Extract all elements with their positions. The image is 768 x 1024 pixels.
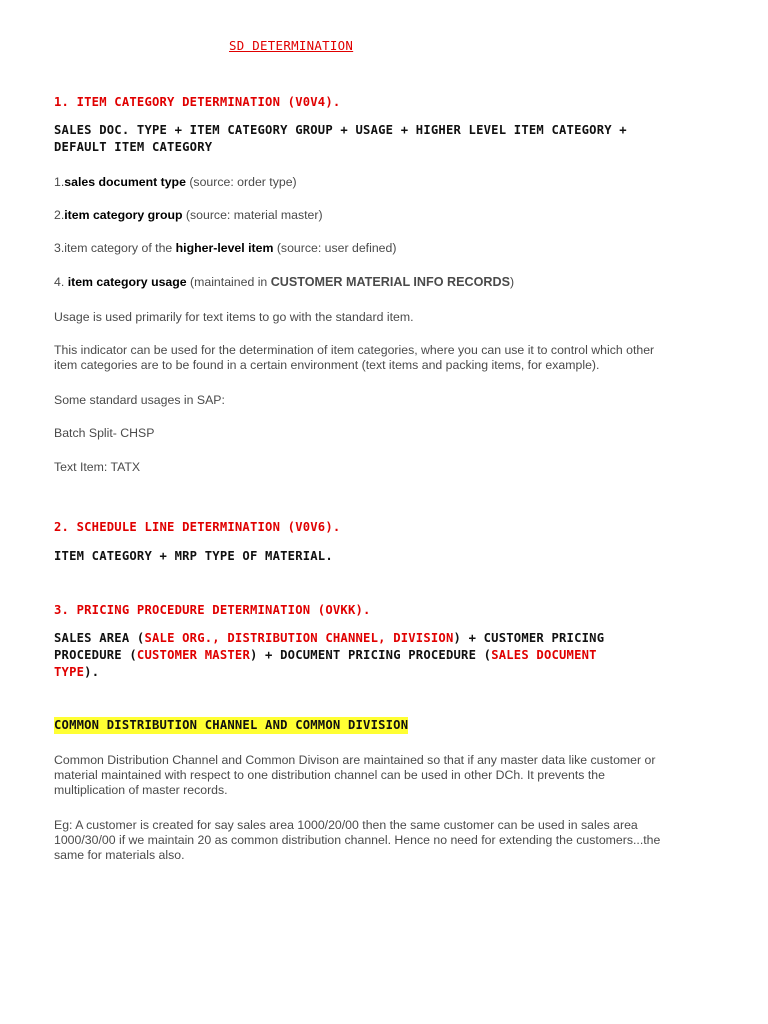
document-title: SD DETERMINATION	[229, 38, 354, 53]
common-p1-line1: Common Distribution Channel and Common Divison are maintained so that if any master data like customer or	[54, 753, 656, 767]
item-term: item category group	[64, 208, 183, 222]
section1-heading: 1. ITEM CATEGORY DETERMINATION (V0V4).	[54, 95, 341, 109]
section1-formula	[54, 122, 714, 156]
item-prefix: 1.	[54, 175, 65, 189]
section2-heading: 2. SCHEDULE LINE DETERMINATION (V0V6).	[54, 520, 341, 534]
common-paragraph-2	[54, 818, 734, 863]
section3-formula	[54, 630, 714, 681]
item-close: )	[509, 275, 515, 289]
item-source: (source: order type)	[185, 175, 297, 189]
indicator-line1: This indicator can be used for the determination of item categories, where you can use it to control which other	[54, 343, 655, 357]
item-term: higher-level item	[175, 241, 274, 255]
standard-usages-intro: Some standard usages in SAP:	[54, 393, 225, 407]
formula-text: ) + DOCUMENT PRICING PROCEDURE (	[249, 648, 492, 662]
section3-formula-line3	[54, 664, 714, 681]
indicator-line2: item categories are to be found in a certain environment (text items and packing items, for example).	[54, 358, 600, 372]
indicator-description	[54, 343, 734, 373]
section2-formula: ITEM CATEGORY + MRP TYPE OF MATERIAL.	[54, 549, 333, 563]
item-term: sales document type	[64, 175, 186, 189]
common-heading	[54, 717, 408, 734]
formula-red-text: SALE ORG., DISTRIBUTION CHANNEL, DIVISION	[144, 631, 454, 645]
section3-formula-line2	[54, 647, 714, 664]
formula-text: ) + CUSTOMER PRICING	[453, 631, 605, 645]
common-p2-line3: same for materials also.	[54, 848, 185, 862]
common-p1-line2: material maintained with respect to one distribution channel can be used in other DCh. It prevents the	[54, 768, 605, 782]
formula-text: ).	[84, 665, 100, 679]
item-prefix: 2.	[54, 208, 65, 222]
formula-red-text: CUSTOMER MASTER	[136, 648, 250, 662]
common-heading-highlight: COMMON DISTRIBUTION CHANNEL AND COMMON DIVISION	[54, 718, 409, 732]
usage-description: Usage is used primarily for text items to go with the standard item.	[54, 310, 414, 324]
formula-text: SALES AREA (	[54, 631, 145, 645]
usage-text-item: Text Item: TATX	[54, 460, 141, 474]
customer-material-info-records: CUSTOMER MATERIAL INFO RECORDS	[270, 275, 510, 289]
item-category-usage	[54, 275, 714, 290]
item-prefix: 3.item category of the	[54, 241, 176, 255]
item-sales-document-type	[54, 175, 714, 190]
section1-formula-line2: DEFAULT ITEM CATEGORY	[54, 140, 213, 154]
common-p2-line1: Eg: A customer is created for say sales area 1000/20/00 then the same customer can be used in sales area	[54, 818, 638, 832]
section3-heading: 3. PRICING PROCEDURE DETERMINATION (OVKK).	[54, 603, 371, 617]
item-source: (source: material master)	[182, 208, 323, 222]
section3-formula-line1	[54, 630, 714, 647]
item-category-group	[54, 208, 714, 223]
common-p1-line3: multiplication of master records.	[54, 783, 228, 797]
usage-batch-split: Batch Split- CHSP	[54, 426, 155, 440]
item-higher-level-item	[54, 241, 714, 256]
item-source: (source: user defined)	[273, 241, 397, 255]
item-term: item category usage	[67, 275, 187, 289]
common-paragraph-1	[54, 753, 734, 798]
formula-red-text: SALES DOCUMENT	[491, 648, 597, 662]
section1-formula-line1: SALES DOC. TYPE + ITEM CATEGORY GROUP + USAGE + HIGHER LEVEL ITEM CATEGORY +	[54, 123, 627, 137]
item-source: (maintained in	[186, 275, 271, 289]
formula-red-text: TYPE	[54, 665, 85, 679]
common-p2-line2: 1000/30/00 if we maintain 20 as common distribution channel. Hence no need for extending the customers...the	[54, 833, 661, 847]
item-prefix: 4.	[54, 275, 68, 289]
formula-text: PROCEDURE (	[54, 648, 137, 662]
